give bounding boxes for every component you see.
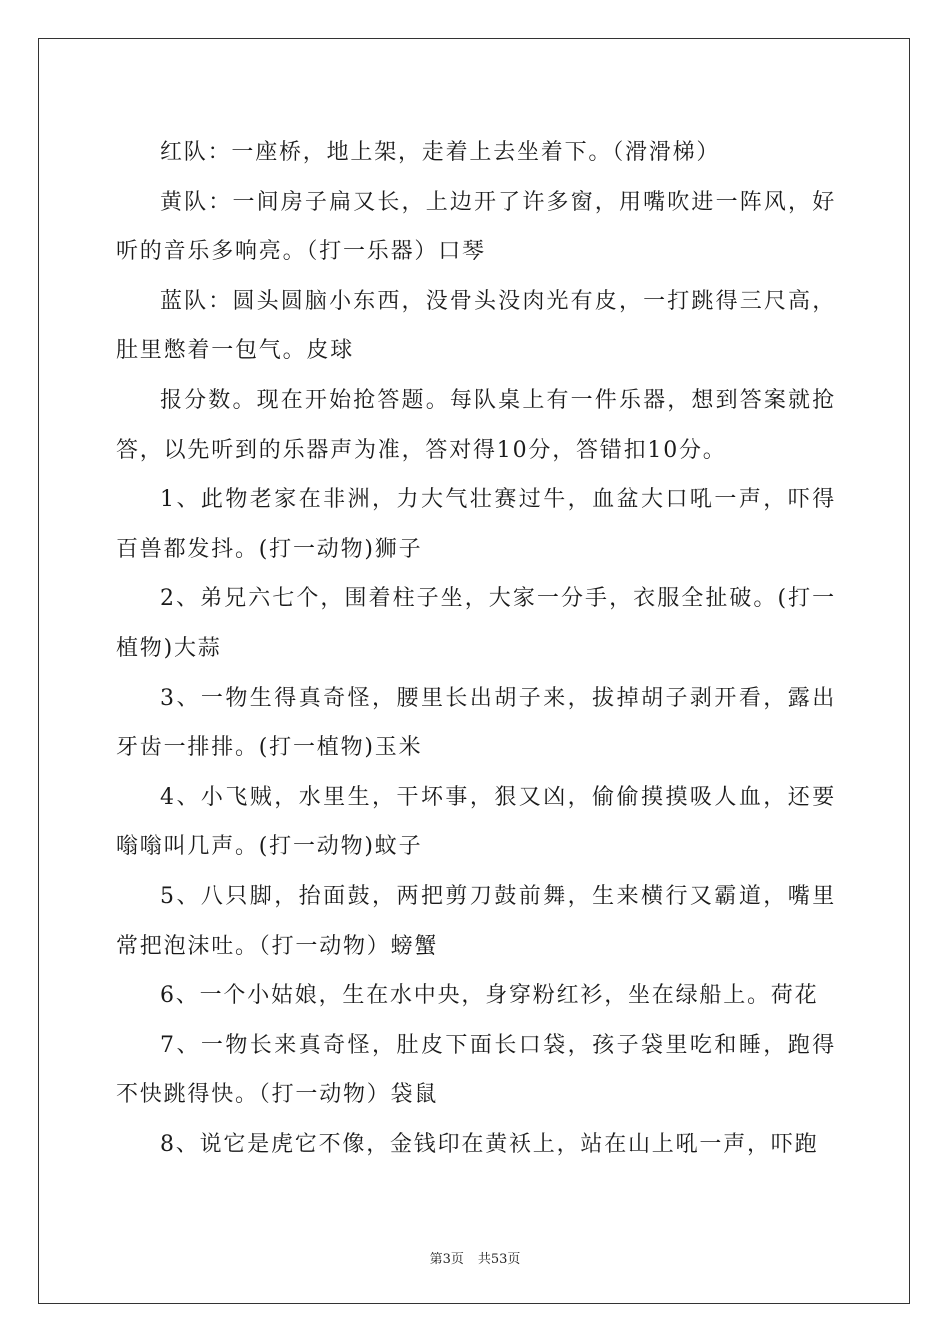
- paragraph-blue-team: 蓝队：圆头圆脑小东西，没骨头没肉光有皮，一打跳得三尺高，肚里憋着一包气。皮球: [116, 288, 836, 364]
- page-total: 共53页: [477, 1252, 521, 1267]
- riddle-7: 7、一物长来真奇怪，肚皮下面长口袋，孩子袋里吃和睡，跑得不快跳得快。（打一动物）袋鼠: [116, 1032, 836, 1108]
- riddle-8: 8、说它是虎它不像，金钱印在黄袄上，站在山上吼一声，吓跑: [160, 1131, 819, 1157]
- document-body: [116, 128, 836, 1169]
- riddle-5: 5、八只脚，抬面鼓，两把剪刀鼓前舞，生来横行又霸道，嘴里常把泡沫吐。（打一动物）螃蟹: [116, 883, 836, 959]
- paragraph-scoring: 报分数。现在开始抢答题。每队桌上有一件乐器，想到答案就抢答，以先听到的乐器声为准，答对得10分，答错扣10分。: [116, 387, 836, 463]
- page-number: 第3页: [429, 1252, 464, 1267]
- riddle-1: 1、此物老家在非洲，力大气壮赛过牛，血盆大口吼一声，吓得百兽都发抖。(打一动物)狮子: [116, 487, 836, 562]
- riddle-4: 4、小飞贼，水里生，干坏事，狠又凶，偷偷摸摸吸人血，还要嗡嗡叫几声。(打一动物)蚊子: [116, 784, 836, 860]
- paragraph-yellow-team: 黄队：一间房子扁又长，上边开了许多窗，用嘴吹进一阵风，好听的音乐多响亮。（打一乐器）口琴: [116, 189, 836, 265]
- riddle-3: 3、一物生得真奇怪，腰里长出胡子来，拔掉胡子剥开看，露出牙齿一排排。(打一植物)玉米: [116, 685, 836, 761]
- page-footer: [0, 1248, 950, 1267]
- riddle-2: 2、弟兄六七个，围着柱子坐，大家一分手，衣服全扯破。(打一植物)大蒜: [116, 586, 836, 661]
- paragraph-red-team: 红队：一座桥，地上架，走着上去坐着下。（滑滑梯）: [160, 140, 721, 165]
- riddle-6: 6、一个小姑娘，生在水中央，身穿粉红衫，坐在绿船上。荷花: [160, 983, 819, 1009]
